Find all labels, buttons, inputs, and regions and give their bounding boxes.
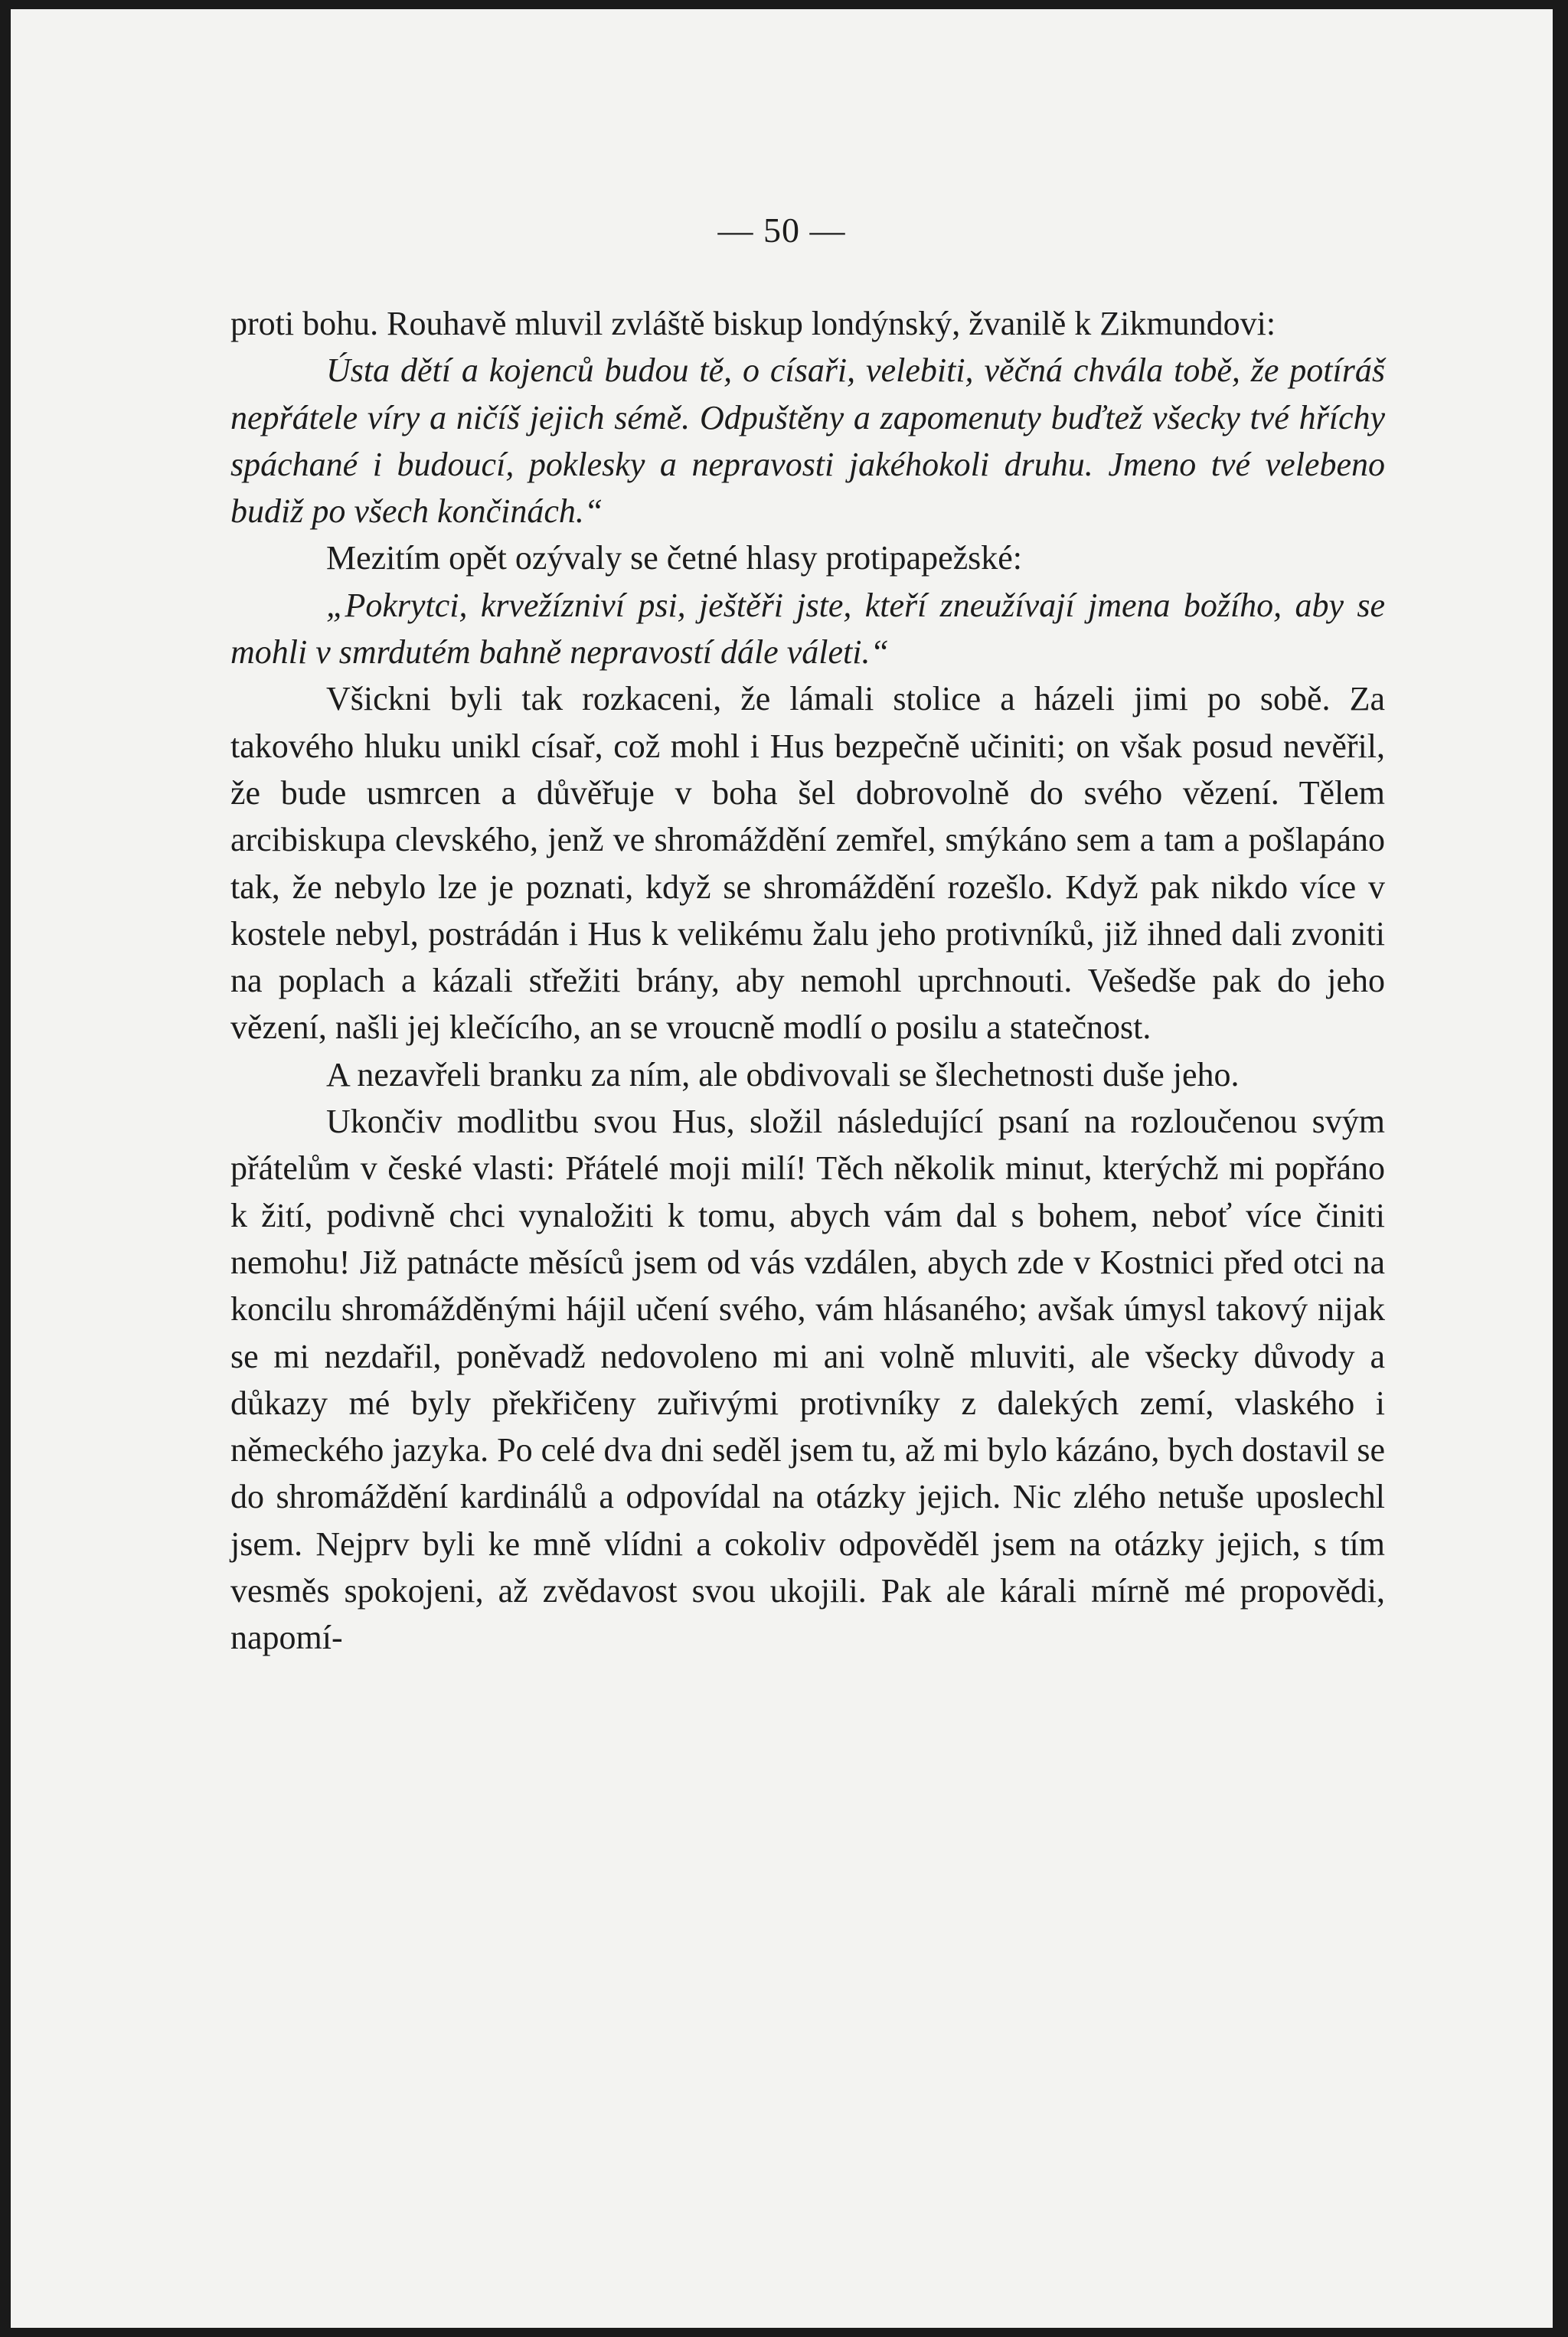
paragraph-tumult: Všickni byli tak rozkaceni, že lámali stolice a házeli jimi po sobě. Za takového hluku unikl císař, což mohl i Hus bezpečně učiniti; on však posud nevěřil, že bude usmrcen a důvěřuje v boha šel dobrovolně do svého vězení. Tělem arcibiskupa clevského, jenž ve shromáždění zemřel, smýkáno sem a tam a pošlapáno tak, že nebylo lze je poznati, když se shromáždění rozešlo. Když pak nikdo více v kostele nebyl, postrádán i Hus k velikému žalu jeho protivníků, již ihned dali zvoniti na poplach a kázali střežiti brány, aby nemohl uprchnouti. Vešedše pak do jeho vězení, našli jej klečícího, an se vroucně modlí o posilu a statečnost. bbox=[230, 680, 1385, 1047]
paragraph-letter: Ukončiv modlitbu svou Hus, složil následující psaní na rozloučenou svým přátelům v české vlasti: Přátelé moji milí! Těch několik minut, kterýchž mi popřáno k žití, podivně chci vynaložiti k tomu, abych vám dal s bohem, neboť více činiti nemohu! Již patnácte měsíců jsem od vás vzdálen, abych zde v Kostnici před otci na koncilu shromážděnými hájil učení svého, vám hlásaného; avšak úmysl takový nijak se mi nezdařil, poněvadž nedovoleno mi ani volně mluviti, ale všecky důvody a důkazy mé byly překřičeny zuřivými protivníky z dalekých zemí, vlaského i německého jazyka. Po celé dva dni seděl jsem tu, až mi bylo kázáno, bych dostavil se do shromáždění kardinálů a odpovídal na otázky jejich. Nic zlého netuše uposlechl jsem. Nejprv byli ke mně vlídni a cokoliv odpověděl jsem na otázky jejich, s tím vesměs spokojeni, až zvědavost svou ukojili. Pak ale kárali mírně mé propovědi, napomí- bbox=[230, 1103, 1385, 1657]
paragraph-quote-opponents: „Pokrytci, krvežízniví psi, ještěři jste, kteří zneužívají jmena božího, aby se mohli v smrdutém bahně nepravostí dále váleti.“ bbox=[230, 586, 1385, 672]
paragraph-quote-bishop: Ústa dětí a kojenců budou tě, o císaři, velebiti, věčná chvála tobě, že potíráš nepřátele víry a ničíš jejich sémě. Odpuštěny a zapomenuty buďtež všecky tvé hříchy spáchané i budoucí, poklesky a nepravosti jakéhokoli druhu. Jmeno tvé velebeno budiž po všech končinách.“ bbox=[230, 351, 1385, 531]
page-body bbox=[230, 300, 1385, 1662]
book-page bbox=[11, 9, 1553, 2328]
paragraph-voices: Mezitím opět ozývaly se četné hlasy protipapežské: bbox=[326, 539, 1023, 577]
paragraph-continuation: proti bohu. Rouhavě mluvil zvláště biskup londýnský, žvanilě k Zikmundovi: bbox=[230, 305, 1276, 342]
paragraph-door: A nezavřeli branku za ním, ale obdivovali se šlechetnosti duše jeho. bbox=[326, 1055, 1240, 1093]
page-number: — 50 — bbox=[717, 211, 846, 250]
